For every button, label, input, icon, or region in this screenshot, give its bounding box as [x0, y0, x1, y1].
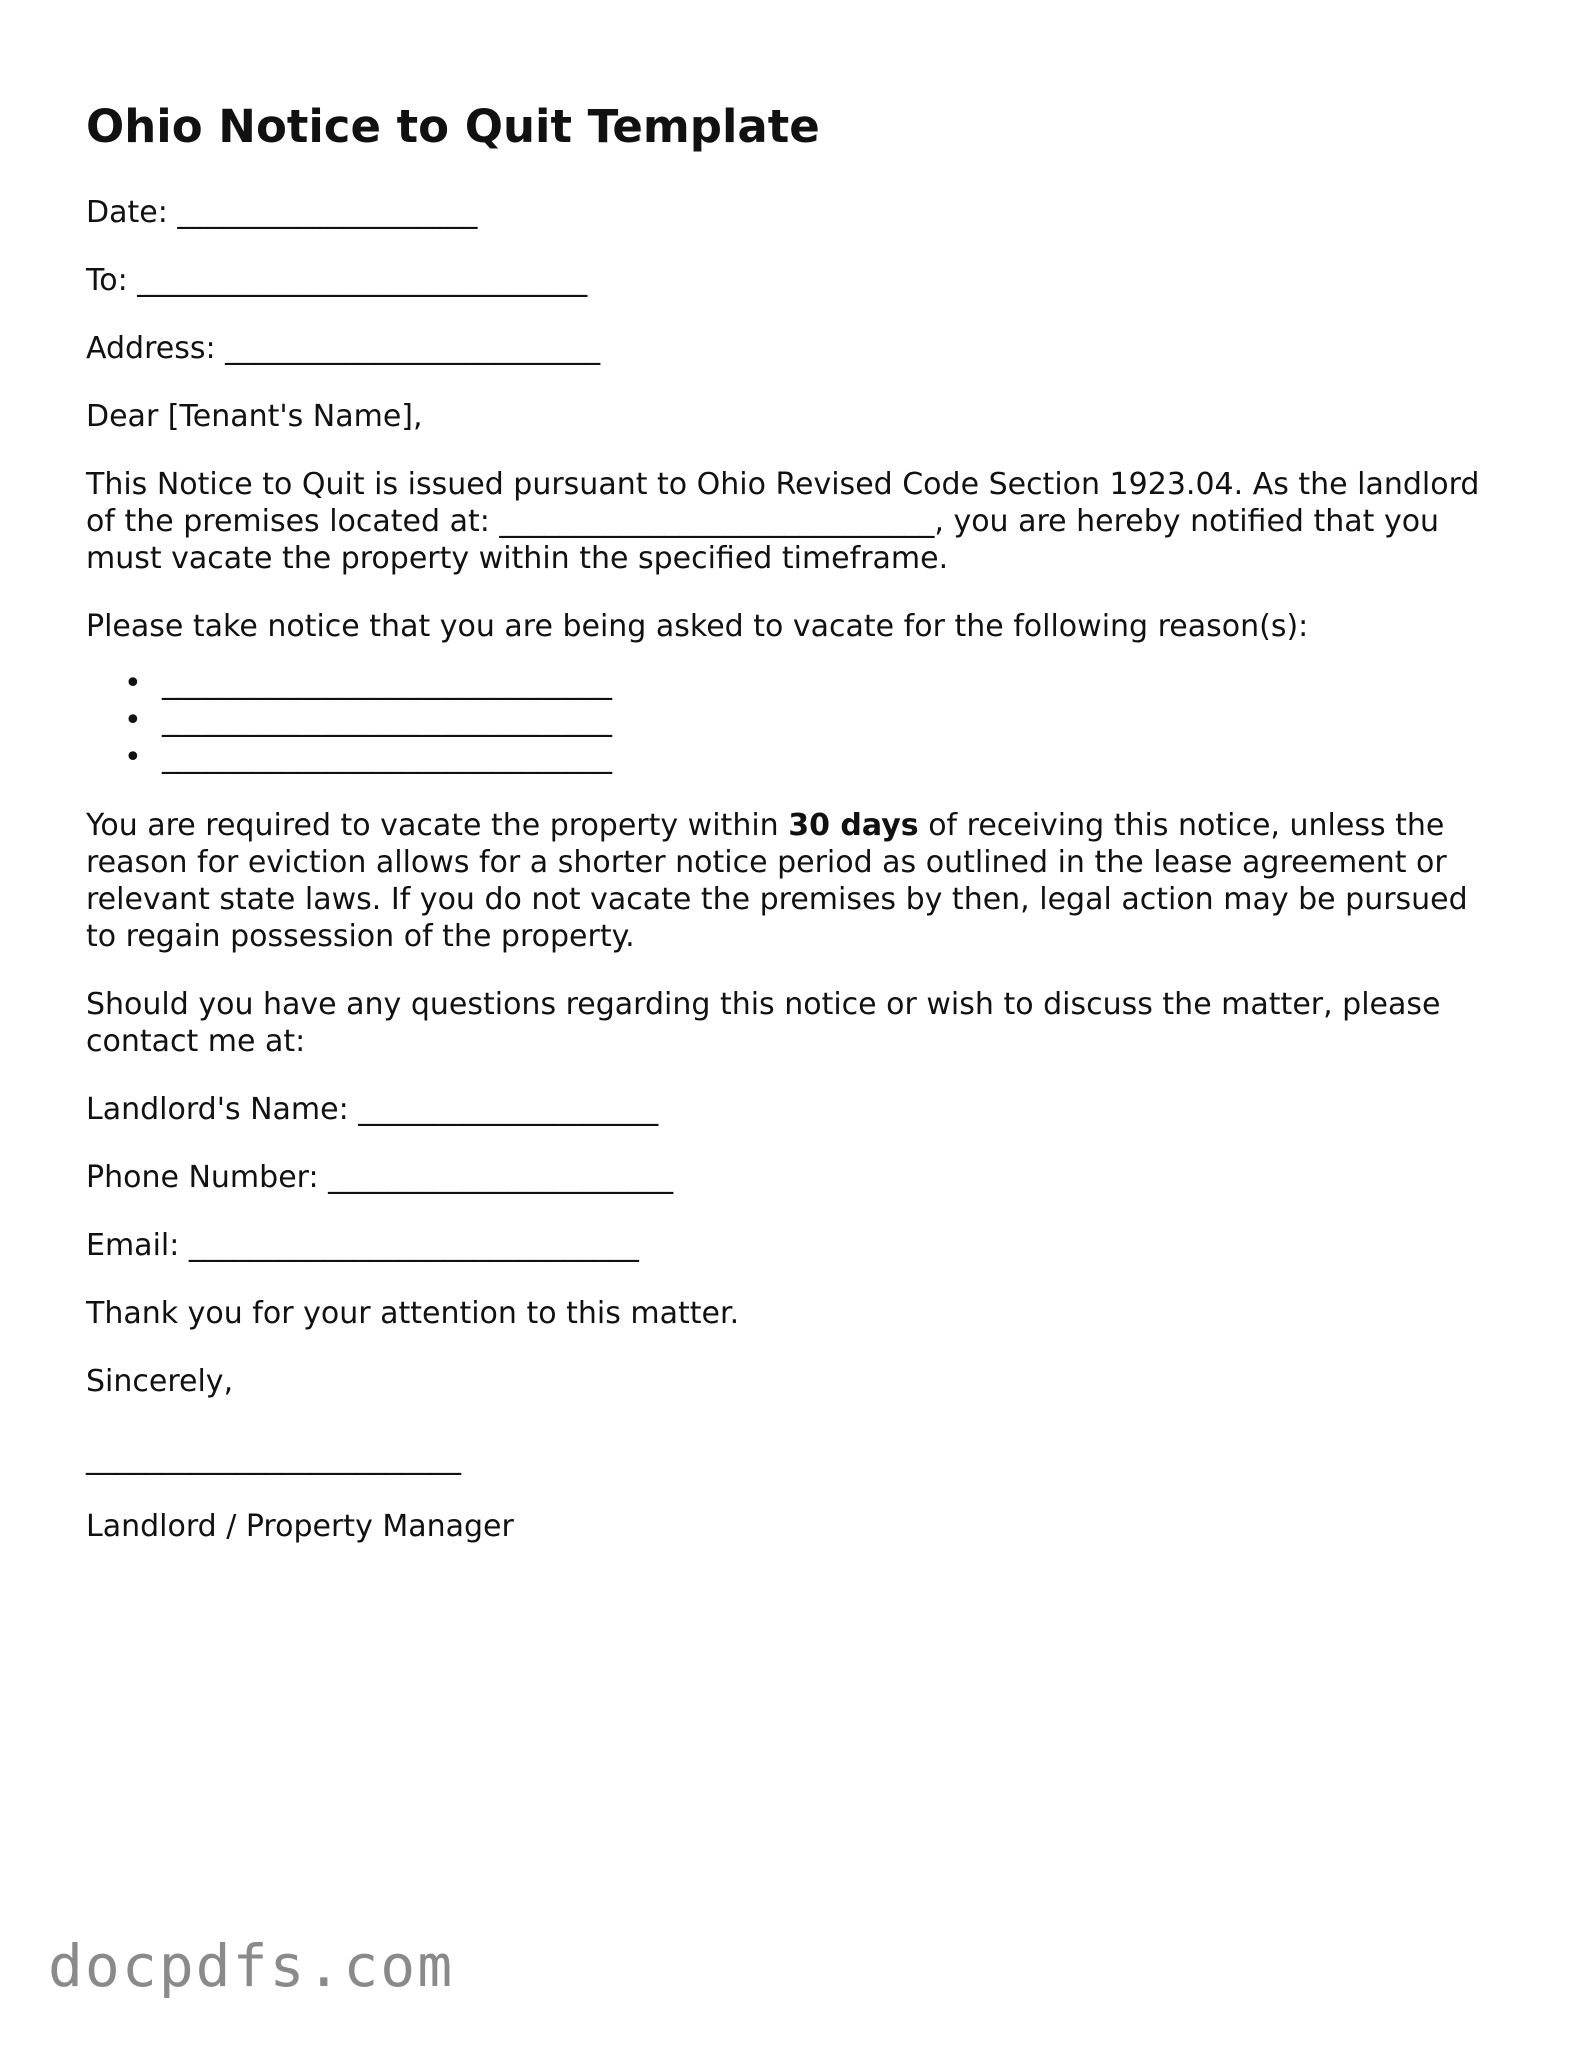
- address-blank: _________________________: [225, 331, 601, 366]
- intro-text-2: , you are hereby notified that you must vacate the property within the specified timeframe.: [86, 504, 1440, 576]
- phone-label: Phone Number:: [86, 1160, 319, 1195]
- document-content: [86, 100, 1506, 1576]
- address-line: [86, 330, 1506, 367]
- date-line: [86, 194, 1506, 231]
- questions-paragraph: Should you have any questions regarding this notice or wish to discuss the matter, please contact me at:: [86, 987, 1441, 1059]
- premises-blank: _____________________________: [499, 504, 935, 539]
- intro-paragraph: [86, 466, 1506, 577]
- list-item: [124, 702, 1506, 739]
- landlord-name-label: Landlord's Name:: [86, 1092, 349, 1127]
- email-label: Email:: [86, 1228, 180, 1263]
- date-label: Date:: [86, 195, 168, 230]
- reasons-intro: Please take notice that you are being asked to vacate for the following reason(s):: [86, 609, 1309, 644]
- bullet-icon: •: [124, 703, 142, 738]
- signer-title: Landlord / Property Manager: [86, 1509, 514, 1544]
- watermark-logo: docpdfs.com: [48, 1932, 455, 2000]
- phone-line: [86, 1159, 1506, 1196]
- bullet-icon: •: [124, 740, 142, 775]
- vacate-text-1: You are required to vacate the property within: [86, 808, 779, 843]
- list-item: [124, 665, 1506, 702]
- address-label: Address:: [86, 331, 216, 366]
- reason-blank: ______________________________: [162, 703, 612, 738]
- signature-blank: _________________________: [86, 1441, 461, 1476]
- to-blank: ______________________________: [137, 263, 588, 298]
- bullet-icon: •: [124, 666, 142, 701]
- email-line: [86, 1227, 1506, 1264]
- landlord-name-blank: ____________________: [358, 1092, 659, 1127]
- list-item: [124, 739, 1506, 776]
- email-blank: ______________________________: [188, 1228, 639, 1263]
- vacate-paragraph: [86, 807, 1506, 955]
- document-title: Ohio Notice to Quit Template: [86, 100, 820, 153]
- notice-period: 30 days: [788, 808, 919, 843]
- to-label: To:: [86, 263, 128, 298]
- to-line: [86, 262, 1506, 299]
- thanks-line: Thank you for your attention to this matter.: [86, 1296, 740, 1331]
- reasons-list: [86, 665, 1506, 776]
- intro-text-1: This Notice to Quit is issued pursuant to Ohio Revised Code Section 1923.04. As the landlord of the premises located at:: [86, 467, 1480, 539]
- date-blank: ____________________: [177, 195, 478, 230]
- salutation: Dear [Tenant's Name],: [86, 399, 423, 434]
- reason-blank: ______________________________: [162, 666, 612, 701]
- closing-line: Sincerely,: [86, 1364, 234, 1399]
- phone-blank: _______________________: [328, 1160, 674, 1195]
- reason-blank: ______________________________: [162, 740, 612, 775]
- landlord-name-line: [86, 1091, 1506, 1128]
- vacate-text-2: of receiving this notice, unless the reason for eviction allows for a shorter notice period as outlined in the lease agreement or relevant state laws. If you do not vacate the premises by then, legal action may be pursued to regain possession of the property.: [86, 808, 1468, 954]
